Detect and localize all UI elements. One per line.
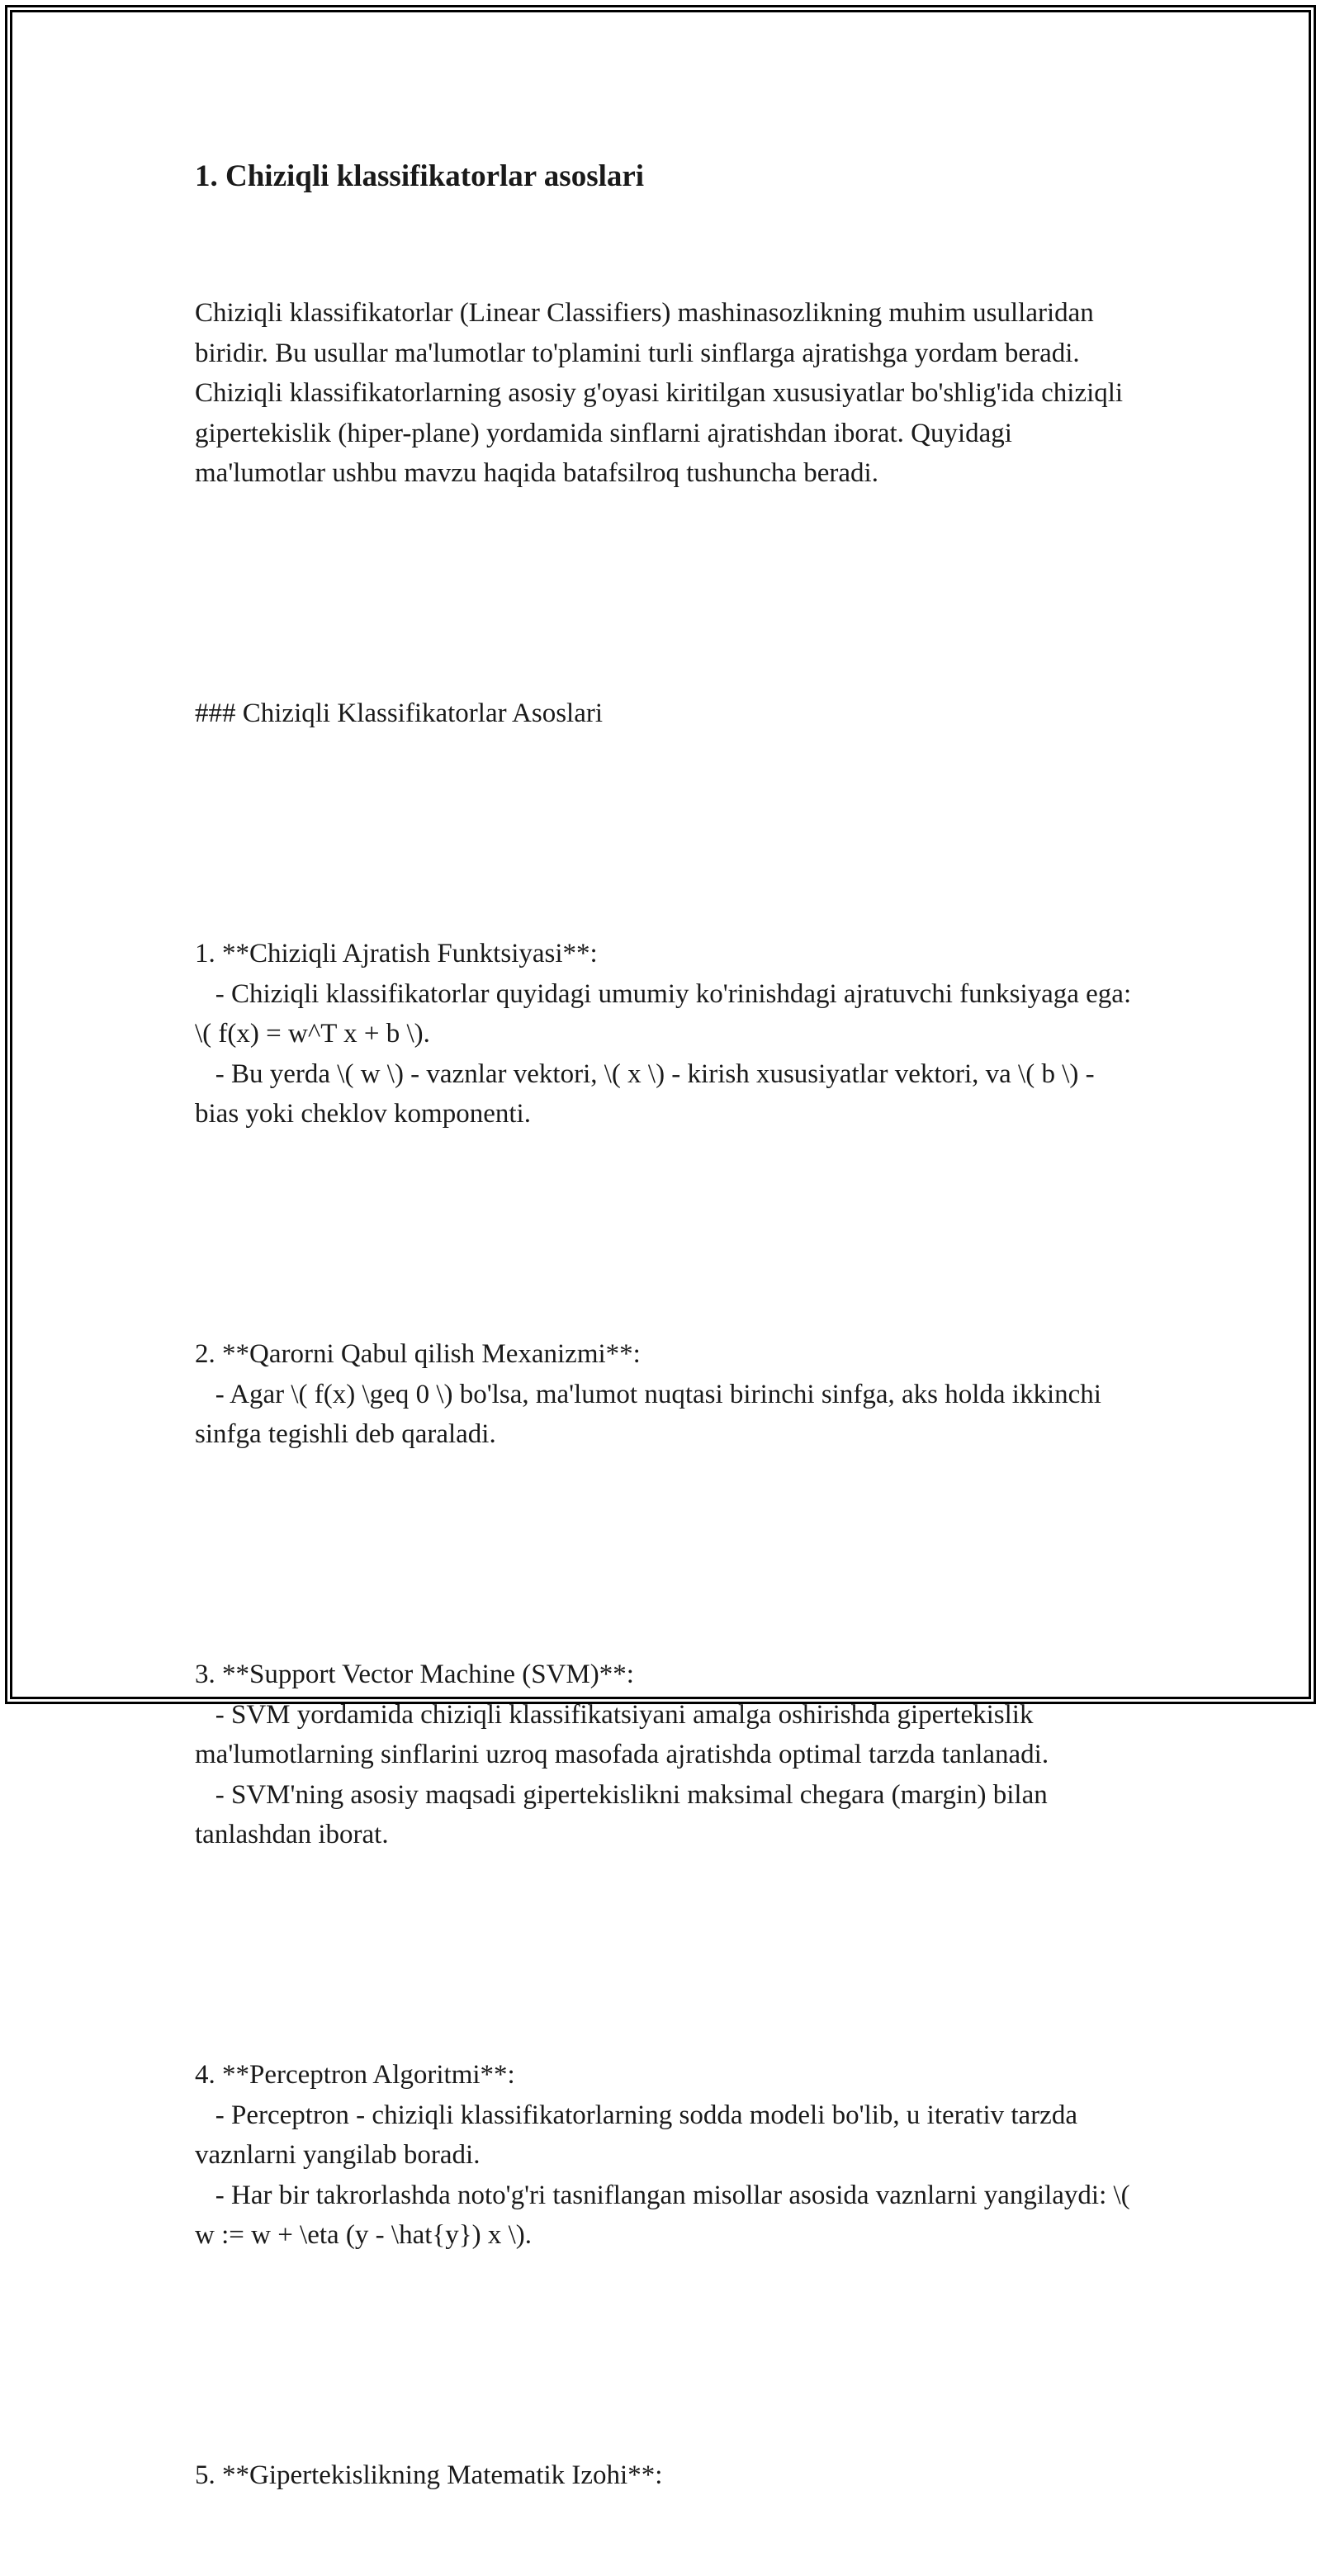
subheading: ### Chiziqli Klassifikatorlar Asoslari bbox=[195, 698, 604, 728]
body-text bbox=[195, 213, 1136, 2576]
document-body bbox=[195, 155, 1136, 2576]
list-item-3: 3. **Support Vector Machine (SVM)**: - SVM yordamida chiziqli klassifikatsiyani amalga oshirishda gipertekislik ma'lumotlarning sinflarini uzroq masofada ajratishda optimal tarzda tanlanadi. - SVM'ning asosiy maqsadi gipertekislikni maksimal chegara (margin) bilan tanlashdan iborat. bbox=[195, 1660, 1049, 1849]
section-title: 1. Chiziqli klassifikatorlar asoslari bbox=[195, 159, 645, 193]
list-item-1: 1. **Chiziqli Ajratish Funktsiyasi**: - Chiziqli klassifikatorlar quyidagi umumiy ko'rinishdagi ajratuvchi funksiyaga ega: \( f(x) = w^T x + b \). - Bu yerda \( w \) - vaznlar vektori, \( x \) - kirish xususiyatlar vektori, va \( b \) - bias yoki cheklov komponenti. bbox=[195, 939, 1132, 1129]
intro-paragraph: Chiziqli klassifikatorlar (Linear Classifiers) mashinasozlikning muhim usullaridan biridir. Bu usullar ma'lumotlar to'plamini turli sinflarga ajratishga yordam beradi. Chiziqli klassifikatorlarning asosiy g'oyasi kiritilgan xususiyatlar bo'shlig'ida chiziqli gipertekislik (hiper-plane) yordamida sinflarni ajratishdan iborat. Quyidagi ma'lumotlar ushbu mavzu haqida batafsilroq tushuncha beradi. bbox=[195, 298, 1130, 488]
list-item-2: 2. **Qarorni Qabul qilish Mexanizmi**: - Agar \( f(x) \geq 0 \) bo'lsa, ma'lumot nuqtasi birinchi sinfga, aks holda ikkinchi sinfga tegishli deb qaraladi. bbox=[195, 1339, 1101, 1449]
list-item-5: 5. **Gipertekislikning Matematik Izohi**: bbox=[195, 2460, 663, 2490]
list-item-4: 4. **Perceptron Algoritmi**: - Perceptron - chiziqli klassifikatorlarning sodda modeli bo'lib, u iterativ tarzda vaznlarni yangilab boradi. - Har bir takrorlashda noto'g'ri tasniflangan misollar asosida vaznlarni yangilaydi: \( w := w + \eta (y - \hat{y}) x \). bbox=[195, 2060, 1130, 2250]
